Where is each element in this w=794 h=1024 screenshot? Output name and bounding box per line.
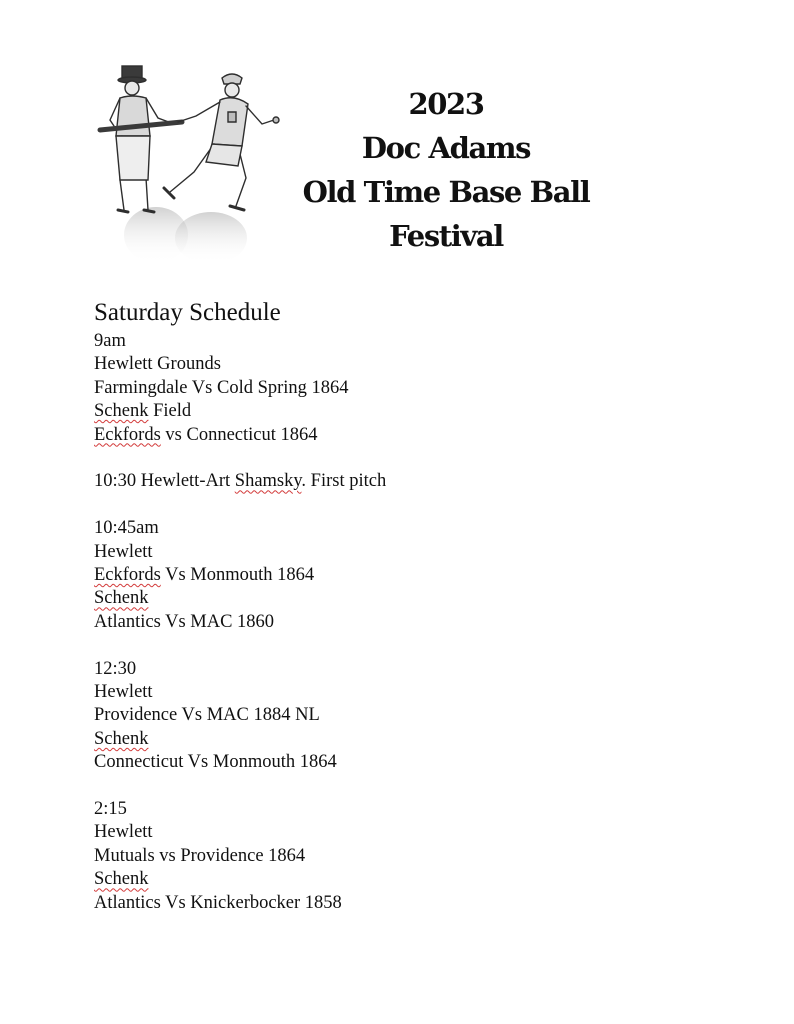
block-time: 9am: [94, 331, 126, 351]
block-time: 10:45am: [94, 518, 159, 539]
title-name: Doc Adams: [361, 131, 531, 165]
venue-line: Hewlett: [94, 822, 153, 843]
first-pitch-before: 10:30 Hewlett-Art: [94, 471, 235, 492]
spacer: [94, 775, 714, 798]
schedule-block-215: [94, 798, 714, 915]
schedule-block-9am: [94, 330, 714, 447]
game-line: Atlantics Vs MAC 1860: [94, 611, 275, 632]
venue-line: Hewlett: [94, 682, 153, 703]
game-line: Providence Vs MAC 1884 NL: [94, 705, 320, 726]
schedule-block-1230: [94, 658, 714, 775]
game-rest: vs Connecticut 1864: [160, 424, 318, 445]
game-line: Mutuals vs Providence 1864: [94, 845, 306, 866]
spacer: [94, 494, 714, 517]
game-line: Farmingdale Vs Cold Spring 1864: [94, 377, 349, 398]
vintage-baseball-players-illustration: [96, 60, 286, 275]
game-line: [94, 564, 714, 587]
block-time: 12:30: [94, 658, 137, 679]
spellcheck-word: Eckfords: [94, 424, 161, 445]
game-line: [94, 424, 714, 447]
spellcheck-word: Schenk: [94, 728, 149, 749]
spellcheck-word: Schenk: [94, 869, 149, 890]
venue-line: Hewlett Grounds: [94, 354, 221, 375]
venue-line: [94, 868, 714, 891]
game-line: Connecticut Vs Monmouth 1864: [94, 752, 337, 773]
first-pitch-line: [94, 470, 714, 493]
festival-title: [290, 82, 602, 258]
saturday-schedule: [94, 296, 714, 915]
venue-line: [94, 728, 714, 751]
spellcheck-word: Schenk: [94, 588, 149, 609]
title-event: Festival: [389, 219, 503, 253]
title-year: 2023: [408, 87, 484, 121]
spacer: [94, 447, 714, 470]
spellcheck-word: Schenk: [94, 401, 149, 422]
venue-line: [94, 400, 714, 423]
game-rest: Vs Monmouth 1864: [160, 565, 315, 586]
venue-line: Hewlett: [94, 541, 153, 562]
spacer: [94, 634, 714, 657]
spellcheck-word: Eckfords: [94, 565, 161, 586]
spellcheck-word: Shamsky: [234, 471, 302, 492]
game-line: Atlantics Vs Knickerbocker 1858: [94, 892, 342, 913]
venue-line: [94, 587, 714, 610]
block-time: 2:15: [94, 799, 127, 820]
schedule-block-1045: [94, 517, 714, 634]
title-subject: Old Time Base Ball: [302, 175, 590, 209]
venue-rest: Field: [148, 401, 192, 422]
first-pitch-after: . First pitch: [301, 471, 387, 492]
schedule-heading: Saturday Schedule: [94, 299, 281, 326]
